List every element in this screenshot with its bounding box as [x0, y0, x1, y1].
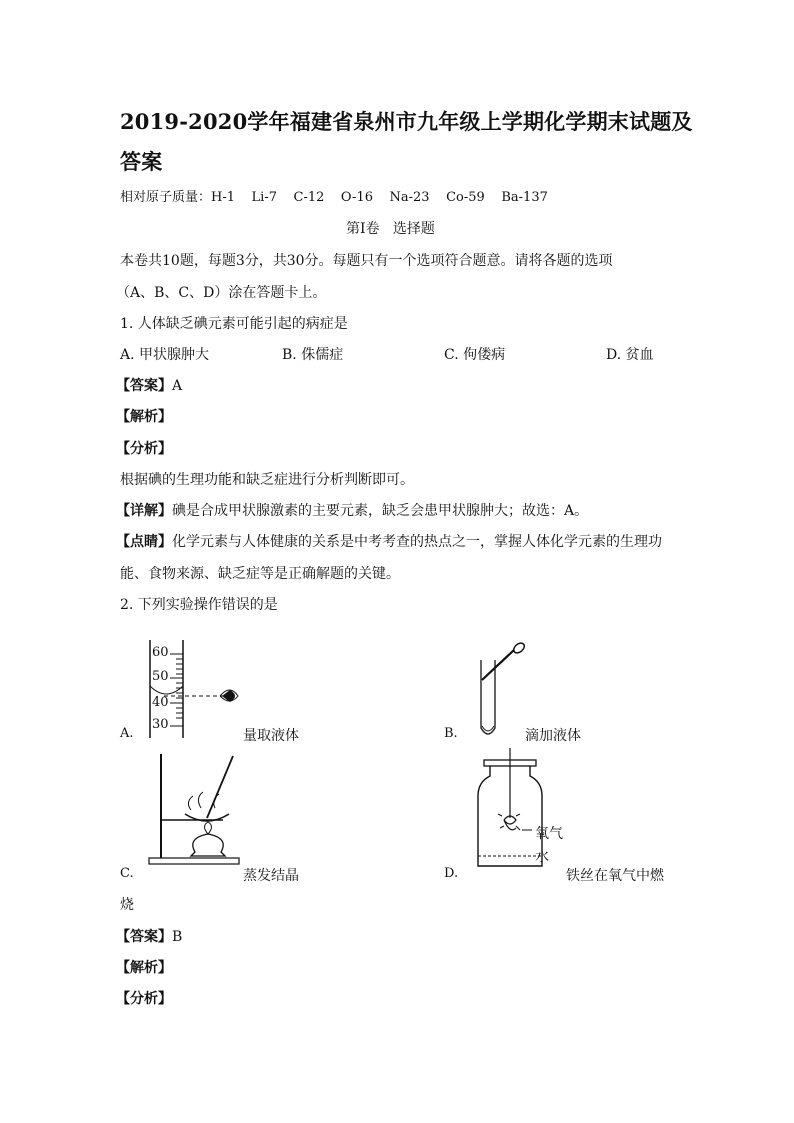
fig-a-letter: A. — [120, 726, 134, 741]
cylinder-tick-60: 60 — [152, 645, 169, 660]
cylinder-tick-30: 30 — [152, 717, 169, 732]
cylinder-ticks — [170, 654, 183, 726]
figure-d-iron-wire — [470, 748, 580, 878]
flame — [205, 822, 212, 834]
answer-value: A — [172, 378, 183, 394]
q1-option-c: C. 佝偻病 — [444, 347, 506, 363]
atomic-masses: 相对原子质量：H-1 Li-7 C-12 O-16 Na-23 Co-59 Ba-137 — [120, 190, 548, 205]
glass-rod — [207, 756, 233, 818]
fig-c-letter: C. — [120, 866, 134, 881]
fig-d-caption: 铁丝在氧气中燃 — [566, 868, 664, 884]
q1-fenxi-tag: 【分析】 — [116, 441, 172, 457]
q1-detail — [116, 500, 588, 520]
fig-a-caption: 量取液体 — [243, 728, 299, 744]
dropper-tube — [482, 650, 514, 680]
page-title: 2019-2020学年福建省泉州市九年级上学期化学期末试题及 — [120, 109, 693, 134]
q1-option-b: B. 侏儒症 — [282, 347, 344, 363]
fig-d-caption-line2: 烧 — [120, 897, 134, 913]
q2-fenxi-tag: 【分析】 — [116, 991, 172, 1007]
fig-d-letter: D. — [444, 866, 459, 881]
q1-option-d: D. 贫血 — [606, 347, 654, 363]
fig-c-caption: 蒸发结晶 — [243, 868, 299, 884]
cylinder-tick-40: 40 — [152, 695, 169, 710]
q1-option-a: A. 甲状腺肿大 — [120, 347, 210, 363]
wire-coil — [504, 816, 516, 830]
detail-tag: 【详解】 — [116, 503, 172, 519]
cylinder-tick-50: 50 — [152, 669, 169, 684]
fig-b-letter: B. — [444, 726, 458, 741]
q2-analysis-tag: 【解析】 — [116, 960, 172, 976]
q1-analysis-tag: 【解析】 — [116, 409, 172, 425]
figure-c-evaporation — [145, 752, 265, 872]
label-water: 水 — [535, 849, 549, 865]
instructions-line2: （A、B、C、D）涂在答题卡上。 — [116, 285, 327, 301]
comment-text: 化学元素与人体健康的关系是中考考查的热点之一，掌握人体化学元素的生理功 — [172, 534, 662, 550]
q1-answer — [116, 375, 182, 395]
stand-base — [149, 858, 239, 864]
comment-tag: 【点睛】 — [116, 534, 172, 550]
q2-answer — [116, 926, 182, 946]
detail-text: 碘是合成甲状腺激素的主要元素，缺乏会患甲状腺肿大；故选：A。 — [172, 503, 589, 519]
alcohol-lamp — [191, 834, 225, 856]
q1-stem: 1. 人体缺乏碘元素可能引起的病症是 — [120, 316, 348, 332]
q1-fenxi-text: 根据碘的生理功能和缺乏症进行分析判断即可。 — [120, 472, 414, 488]
instructions-line1: 本卷共10题，每题3分，共30分。每题只有一个选项符合题意。请将各题的选项 — [120, 253, 613, 269]
answer-tag: 【答案】 — [116, 929, 172, 945]
dropper-bulb — [512, 641, 526, 655]
answer-tag: 【答案】 — [116, 378, 172, 394]
q2-stem: 2. 下列实验操作错误的是 — [120, 597, 278, 613]
page-title-line2: 答案 — [120, 149, 163, 174]
q1-comment — [116, 531, 662, 551]
fig-b-caption: 滴加液体 — [525, 728, 581, 744]
q1-comment-line2: 能、食物来源、缺乏症等是正确解题的关键。 — [120, 566, 400, 582]
answer-value: B — [172, 929, 183, 945]
label-oxygen: 氧气 — [535, 826, 563, 842]
section-title: 第Ⅰ卷 选择题 — [346, 221, 435, 237]
